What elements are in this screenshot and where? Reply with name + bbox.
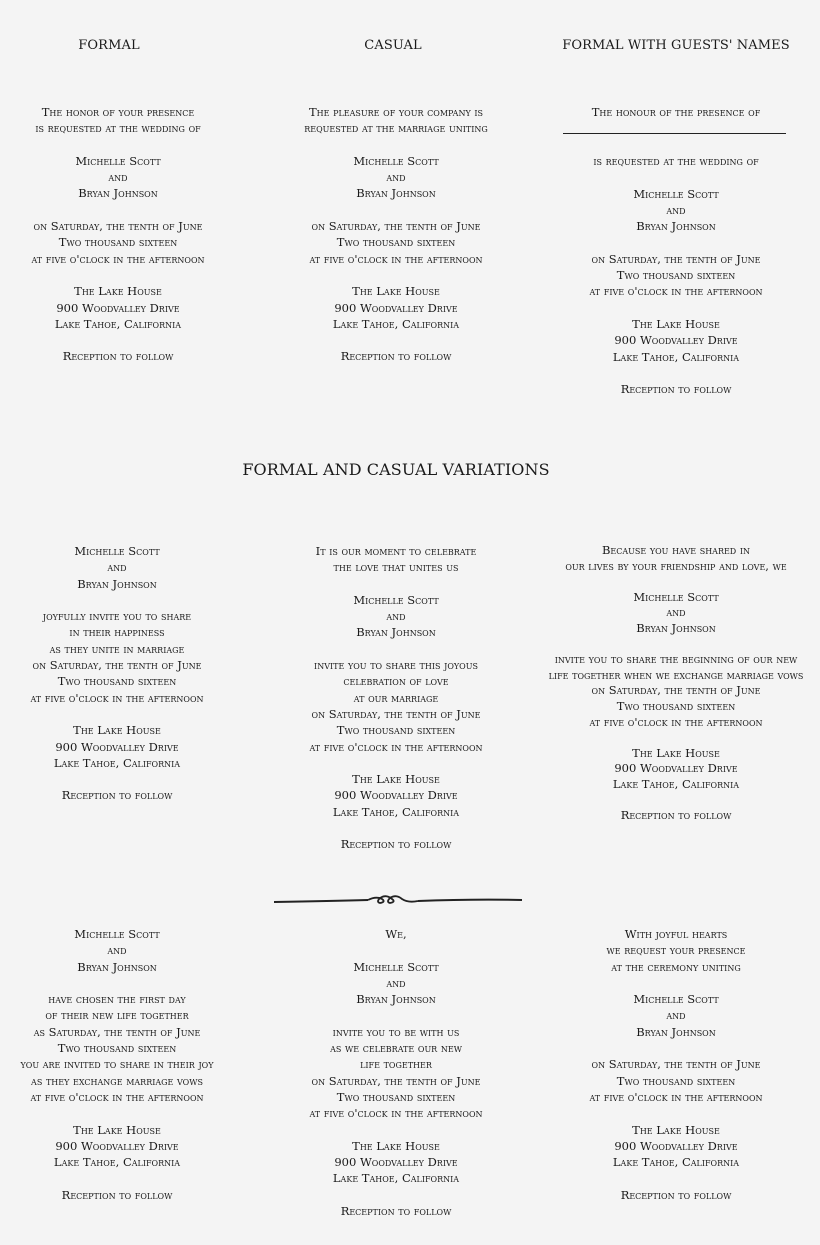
invitation-line: and bbox=[107, 943, 127, 958]
invitation-line: Two thousand sixteen bbox=[58, 235, 178, 250]
invitation-line: 900 Woodvalley Drive bbox=[334, 1155, 458, 1170]
invitation-line: Bryan Johnson bbox=[77, 576, 157, 591]
invitation-casual bbox=[304, 104, 488, 365]
invitation-line: Bryan Johnson bbox=[636, 1024, 716, 1039]
invitation-line: Two thousand sixteen bbox=[336, 723, 456, 738]
invitation-line bbox=[589, 234, 762, 250]
invitation-line: on Saturday, the tenth of June bbox=[311, 1073, 481, 1088]
invitation-line: Reception to follow bbox=[620, 382, 732, 397]
invitation-variation-6 bbox=[589, 926, 762, 1203]
invitation-line: Reception to follow bbox=[340, 837, 452, 852]
invitation-line: at five o'clock in the afternoon bbox=[309, 1106, 483, 1121]
invitation-line: invite you to be with us bbox=[332, 1024, 460, 1039]
invitation-line: 900 Woodvalley Drive bbox=[334, 788, 458, 803]
invitation-line: as we celebrate our new bbox=[330, 1041, 462, 1056]
invitation-line: Lake Tahoe, California bbox=[53, 755, 181, 770]
invitation-line: With joyful hearts bbox=[624, 927, 728, 941]
invitation-line: Michelle Scott bbox=[353, 959, 439, 974]
invitation-line: Lake Tahoe, California bbox=[612, 1155, 740, 1170]
invitation-line: Two thousand sixteen bbox=[336, 235, 456, 250]
invitation-line: you are invited to share in their joy bbox=[20, 1057, 214, 1072]
invitation-line: Lake Tahoe, California bbox=[612, 349, 740, 364]
invitation-line: The honor of your presence bbox=[41, 105, 195, 119]
invitation-line bbox=[31, 267, 204, 283]
swirl-divider-icon bbox=[272, 890, 524, 912]
invitation-line: It is our moment to celebrate bbox=[315, 544, 477, 558]
invitation-line bbox=[589, 365, 762, 381]
invitation-line: Two thousand sixteen bbox=[616, 698, 736, 713]
invitation-line bbox=[309, 1122, 482, 1138]
invitation-line: and bbox=[108, 170, 128, 185]
invitation-line: at five o'clock in the afternoon bbox=[309, 739, 483, 754]
invitation-line: the love that unites us bbox=[333, 560, 459, 575]
invitation-line: 900 Woodvalley Drive bbox=[614, 333, 738, 348]
heading-casual: CASUAL bbox=[364, 38, 422, 53]
invitation-line: Reception to follow bbox=[340, 349, 452, 364]
invitation-line bbox=[304, 332, 488, 348]
invitation-line: Lake Tahoe, California bbox=[612, 776, 740, 791]
invitation-line: on Saturday, the tenth of June bbox=[591, 251, 761, 266]
invitation-line: celebration of love bbox=[343, 674, 449, 689]
invitation-line: on Saturday, the tenth of June bbox=[591, 1057, 761, 1072]
invitation-line bbox=[589, 975, 762, 991]
invitation-line: Two thousand sixteen bbox=[57, 674, 177, 689]
invitation-line bbox=[309, 641, 482, 657]
invitation-line bbox=[589, 169, 762, 185]
invitation-line: Two thousand sixteen bbox=[336, 1089, 456, 1104]
invitation-line: The Lake House bbox=[73, 723, 161, 738]
invitation-variation-5 bbox=[309, 926, 482, 1219]
invitation-line: Two thousand sixteen bbox=[57, 1041, 177, 1056]
invitation-line: 900 Woodvalley Drive bbox=[55, 739, 179, 754]
invitation-line bbox=[304, 267, 488, 283]
invitation-variation-1 bbox=[30, 543, 203, 804]
invitation-line: at five o'clock in the afternoon bbox=[309, 251, 483, 266]
invitation-line: on Saturday, the tenth of June bbox=[32, 658, 202, 673]
heading-formal-with-names: FORMAL WITH GUESTS' NAMES bbox=[562, 38, 790, 53]
invitation-line: Bryan Johnson bbox=[356, 625, 436, 640]
invitation-line: and bbox=[666, 605, 686, 620]
invitation-line bbox=[30, 771, 203, 787]
invitation-line: Michelle Scott bbox=[633, 186, 719, 201]
invitation-line: and bbox=[666, 1008, 686, 1023]
invitation-line: at five o'clock in the afternoon bbox=[31, 251, 205, 266]
invitation-line bbox=[20, 1105, 213, 1121]
invitation-line: life together when we exchange marriage vows bbox=[548, 667, 804, 682]
invitation-line: Bryan Johnson bbox=[78, 186, 158, 201]
invitation-line: and bbox=[107, 560, 127, 575]
invitation-line: as Saturday, the tenth of June bbox=[33, 1024, 201, 1039]
invitation-names bbox=[589, 153, 762, 397]
invitation-line: we request your presence bbox=[606, 943, 746, 958]
invitation-line: The honour of the presence of bbox=[591, 105, 761, 119]
invitation-line: at five o'clock in the afternoon bbox=[30, 1089, 204, 1104]
invitation-line: is requested at the wedding of bbox=[593, 154, 759, 168]
invitation-line: Reception to follow bbox=[61, 788, 173, 803]
invitation-line: Bryan Johnson bbox=[356, 186, 436, 201]
invitation-line: Lake Tahoe, California bbox=[332, 1171, 460, 1186]
invitation-line: and bbox=[386, 609, 406, 624]
invitation-line: Lake Tahoe, California bbox=[54, 316, 182, 331]
invitation-line: on Saturday, the tenth of June bbox=[33, 219, 203, 234]
invitation-line bbox=[549, 730, 804, 746]
invitation-line: Bryan Johnson bbox=[636, 219, 716, 234]
invitation-line: The Lake House bbox=[632, 745, 720, 760]
invitation-line: 900 Woodvalley Drive bbox=[55, 1138, 179, 1153]
invitation-line bbox=[589, 300, 762, 316]
invitation-line: and bbox=[386, 170, 406, 185]
invitation-line: is requested at the wedding of bbox=[35, 121, 201, 136]
invitation-variation-3 bbox=[549, 543, 804, 824]
heading-formal: FORMAL bbox=[78, 38, 140, 53]
invitation-line: our lives by your friendship and love, we bbox=[565, 558, 787, 573]
invitation-line: invite you to share this joyous bbox=[314, 658, 478, 673]
invitation-line: Michelle Scott bbox=[74, 544, 160, 558]
invitation-line: as they unite in marriage bbox=[49, 641, 185, 656]
invitation-line: joyfully invite you to share bbox=[42, 609, 192, 624]
invitation-line: at the ceremony uniting bbox=[611, 959, 741, 974]
invitation-line: Reception to follow bbox=[620, 808, 732, 823]
invitation-line bbox=[309, 1007, 482, 1023]
invitation-line: Bryan Johnson bbox=[356, 992, 436, 1007]
invitation-line: Lake Tahoe, California bbox=[332, 804, 460, 819]
invitation-line: at five o'clock in the afternoon bbox=[589, 714, 763, 729]
invitation-line: life together bbox=[360, 1057, 432, 1072]
invitation-line: Bryan Johnson bbox=[77, 959, 157, 974]
invitation-line: Reception to follow bbox=[62, 349, 174, 364]
invitation-line: at five o'clock in the afternoon bbox=[589, 284, 763, 299]
invitation-line bbox=[549, 637, 804, 653]
invitation-line bbox=[309, 820, 482, 836]
invitation-line: The Lake House bbox=[352, 772, 440, 787]
invitation-line bbox=[309, 942, 482, 958]
invitation-line: The Lake House bbox=[73, 1122, 161, 1137]
invitation-line: Michelle Scott bbox=[633, 589, 719, 604]
invitation-line: on Saturday, the tenth of June bbox=[311, 706, 481, 721]
invitation-line bbox=[31, 332, 204, 348]
invitation-line bbox=[309, 755, 482, 771]
section-title: FORMAL AND CASUAL VARIATIONS bbox=[242, 460, 550, 479]
invitation-line: Reception to follow bbox=[61, 1187, 173, 1202]
invitation-line: Lake Tahoe, California bbox=[53, 1155, 181, 1170]
invitation-line bbox=[549, 574, 804, 590]
invitation-line: The Lake House bbox=[632, 1122, 720, 1137]
invitation-line: Two thousand sixteen bbox=[616, 1073, 736, 1088]
invitation-line: 900 Woodvalley Drive bbox=[614, 1138, 738, 1153]
invitation-line: as they exchange marriage vows bbox=[31, 1073, 203, 1088]
invitation-variation-4 bbox=[20, 926, 213, 1203]
invitation-line bbox=[589, 1170, 762, 1186]
invitation-line: 900 Woodvalley Drive bbox=[614, 761, 738, 776]
invitation-line: Reception to follow bbox=[340, 1204, 452, 1219]
invitation-line: invite you to share the beginning of our new bbox=[554, 652, 798, 667]
invitation-line: Bryan Johnson bbox=[636, 620, 716, 635]
invitation-line: Michelle Scott bbox=[633, 992, 719, 1007]
guest-name-line bbox=[563, 133, 786, 134]
invitation-line: We, bbox=[385, 927, 407, 941]
invitation-line: The Lake House bbox=[632, 316, 720, 331]
invitation-line bbox=[20, 1170, 213, 1186]
invitation-line bbox=[304, 137, 488, 153]
invitation-line: on Saturday, the tenth of June bbox=[591, 683, 761, 698]
invitation-line: in their happiness bbox=[69, 625, 165, 640]
invitation-line: The Lake House bbox=[74, 284, 162, 299]
invitation-line bbox=[304, 202, 488, 218]
invitation-line: The pleasure of your company is bbox=[308, 105, 484, 119]
invitation-line bbox=[30, 706, 203, 722]
invitation-variation-2 bbox=[309, 543, 482, 853]
invitation-line bbox=[549, 793, 804, 809]
invitation-line bbox=[31, 137, 204, 153]
invitation-line: and bbox=[666, 202, 686, 217]
invitation-line bbox=[309, 576, 482, 592]
invitation-formal bbox=[31, 104, 204, 365]
invitation-line: at our marriage bbox=[353, 690, 439, 705]
invitation-names-top bbox=[592, 104, 761, 120]
invitation-line: 900 Woodvalley Drive bbox=[56, 300, 180, 315]
invitation-line: Michelle Scott bbox=[353, 153, 439, 168]
invitation-line bbox=[589, 1040, 762, 1056]
invitation-line: at five o'clock in the afternoon bbox=[589, 1089, 763, 1104]
invitation-line: and bbox=[386, 975, 406, 990]
invitation-line bbox=[589, 1105, 762, 1121]
invitation-line bbox=[20, 975, 213, 991]
invitation-line: Michelle Scott bbox=[74, 927, 160, 941]
invitation-line: of their new life together bbox=[45, 1008, 189, 1023]
invitation-line: Because you have shared in bbox=[601, 543, 751, 557]
invitation-line: 900 Woodvalley Drive bbox=[334, 300, 458, 315]
invitation-line: have chosen the first day bbox=[48, 992, 186, 1007]
invitation-line: The Lake House bbox=[352, 1138, 440, 1153]
invitation-line bbox=[309, 1187, 482, 1203]
invitation-line: on Saturday, the tenth of June bbox=[311, 219, 481, 234]
invitation-line: The Lake House bbox=[352, 284, 440, 299]
invitation-line: at five o'clock in the afternoon bbox=[30, 690, 204, 705]
invitation-line: Two thousand sixteen bbox=[616, 268, 736, 283]
invitation-line: requested at the marriage uniting bbox=[304, 121, 488, 136]
invitation-line bbox=[31, 202, 204, 218]
invitation-line: Reception to follow bbox=[620, 1187, 732, 1202]
invitation-line: Lake Tahoe, California bbox=[332, 316, 460, 331]
invitation-line: Michelle Scott bbox=[75, 153, 161, 168]
invitation-line bbox=[30, 592, 203, 608]
invitation-line: Michelle Scott bbox=[353, 592, 439, 607]
